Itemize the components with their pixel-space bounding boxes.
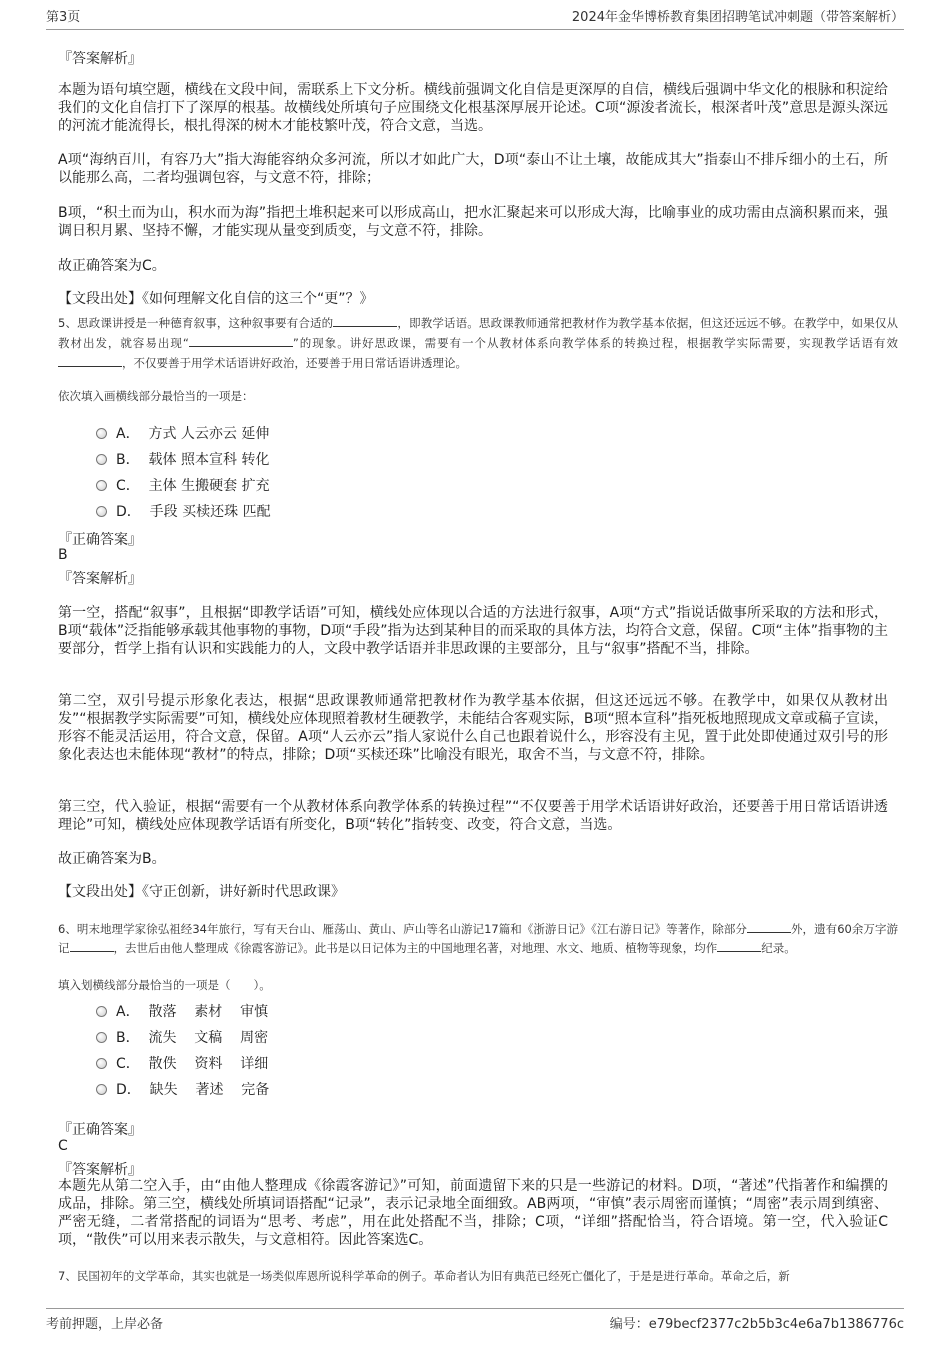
q5-instruction: 依次填入画横线部分最恰当的一项是：: [58, 389, 254, 403]
radio-icon[interactable]: [96, 1058, 107, 1069]
q5-option-d-label: D． 手段 买椟还珠 匹配: [116, 504, 271, 520]
q6-correct-header: 『正确答案』: [58, 1122, 142, 1138]
q4-analysis-p2: A项“海纳百川，有容乃大”指大海能容纳众多河流，所以才如此广大，D项“泰山不让土壤，故能成其大”指泰山不排斥细小的土石，所以能那么高，二者均强调包容，与文意不符，排除；: [58, 152, 888, 186]
q6-option-b[interactable]: [96, 1027, 268, 1047]
q5-blank-2: [189, 333, 293, 347]
q6-stem-part-c: ，去世后由他人整理成《徐霞客游记》。此书是以日记体为主的中国地理名著，对地理、水文、地质、植物等现象，均作: [113, 941, 718, 955]
radio-icon[interactable]: [96, 1084, 107, 1095]
q6-blank-3: [717, 938, 761, 952]
q5-source: 【文段出处】《守正创新，讲好新时代思政课》: [58, 884, 345, 900]
radio-icon[interactable]: [96, 1006, 107, 1017]
q5-correct-header: 『正确答案』: [58, 532, 142, 548]
q6-option-a[interactable]: [96, 1001, 268, 1021]
radio-icon[interactable]: [96, 454, 107, 465]
q5-analysis-header: 『答案解析』: [58, 571, 142, 587]
q5-stem-part-a: 5、思政课讲授是一种德育叙事，这种叙事要有合适的: [58, 316, 334, 330]
radio-icon[interactable]: [96, 428, 107, 439]
q6-blank-2: [70, 938, 114, 952]
q7-stem: 7、民国初年的文学革命，其实也就是一场类似库恩所说科学革命的例子。革命者认为旧有典范已经死亡僵化了，于是是进行革命。革命之后，新: [58, 1269, 790, 1283]
q6-stem: [58, 919, 898, 957]
radio-icon[interactable]: [96, 506, 107, 517]
radio-icon[interactable]: [96, 480, 107, 491]
q5-stem: [58, 313, 898, 373]
q6-correct-value: C: [58, 1138, 68, 1154]
radio-icon[interactable]: [96, 1032, 107, 1043]
document-id: 编号：e79becf2377c2b5b3c4e6a7b1386776c: [609, 1317, 904, 1332]
q6-option-b-label: B． 流失 文稿 周密: [116, 1030, 269, 1046]
footer-slogan: 考前押题，上岸必备: [46, 1317, 164, 1332]
q4-source: 【文段出处】《如何理解文化自信的这三个“更”？》: [58, 291, 374, 307]
page-number: 第3页: [46, 10, 81, 25]
q6-option-a-label: A． 散落 素材 审慎: [116, 1004, 269, 1020]
q4-analysis-header: 『答案解析』: [58, 51, 142, 67]
q6-analysis-header: 『答案解析』: [58, 1162, 142, 1178]
q5-option-c-label: C． 主体 生搬硬套 扩充: [116, 478, 270, 494]
document-title: 2024年金华博桥教育集团招聘笔试冲刺题（带答案解析）: [571, 10, 904, 25]
q4-conclusion: 故正确答案为C。: [58, 258, 166, 274]
q4-analysis-p1: 本题为语句填空题，横线在文段中间，需联系上下文分析。横线前强调文化自信是更深厚的自信，横线后强调中华文化的根脉和积淀给我们的文化自信打下了深厚的根基。故横线处所填句子应围绕文化根基深厚展开论述。C项“源浚者流长，根深者叶茂”意思是源头深远的河流才能流得长，根扎得深的树木才能枝繁叶茂，符合文意，当选。: [58, 82, 888, 134]
q5-option-c[interactable]: [96, 475, 270, 495]
q5-option-b[interactable]: [96, 449, 269, 469]
q5-correct-value: B: [58, 547, 68, 563]
q6-analysis: 本题先从第二空入手，由“由他人整理成《徐霞客游记》”可知，前面遗留下来的只是一些游记的材料。D项，“著述”代指著作和编撰的成品，排除。第三空，横线处所填词语搭配“记录”，表示记录地全面细致。AB两项，“审慎”表示周密而谨慎；“周密”表示周到缜密、严密无缝，二者常搭配的词语为“思考、考虑”，用在此处搭配不当，排除；C项，“详细”搭配恰当，符合语境。第一空，代入验证C项，“散佚”可以用来表示散失，与文意相符。因此答案选C。: [58, 1178, 888, 1248]
q5-option-b-label: B． 载体 照本宣科 转化: [116, 452, 270, 468]
q5-analysis-p2: 第二空，双引号提示形象化表达，根据“思政课教师通常把教材作为教学基本依据，但这还远远不够。在教学中，如果仅从教材出发”“根据教学实际需要”可知，横线处应体现照着教材生硬教学，未能结合客观实际，B项“照本宣科”指死板地照现成文章或稿子宣读，形容不能灵活运用，符合文意，保留。A项“人云亦云”指人家说什么自己也跟着说什么，形容没有主见，置于此处即使通过双引号的形象化表达也未能体现“教材”的特点，排除；D项“买椟还珠”比喻没有眼光，取舍不当，与文意不符，排除。: [58, 693, 888, 763]
q5-analysis-p3: 第三空，代入验证，根据“需要有一个从教材体系向教学体系的转换过程”“不仅要善于用学术话语讲好政治，还要善于用日常话语讲透理论”可知，横线处应体现教学话语有所变化，B项“转化”指转变、改变，符合文意，当选。: [58, 799, 888, 833]
q5-blank-3: [58, 353, 122, 367]
q5-blank-1: [333, 313, 397, 327]
q5-option-d[interactable]: [96, 501, 271, 521]
q6-option-d-label: D． 缺失 著述 完备: [116, 1082, 270, 1098]
header-divider: [46, 29, 904, 30]
q6-stem-part-b: 外，遗有60余万字游记: [58, 922, 898, 955]
q5-stem-part-c: ”的现象。讲好思政课，需要有一个从教材体系向教学体系的转换过程，根据教学实际需要，实现教学话语有效: [292, 336, 899, 350]
q5-option-a[interactable]: [96, 423, 269, 443]
q5-stem-part-d: ，不仅要善于用学术话语讲好政治，还要善于用日常话语讲透理论。: [122, 356, 467, 370]
q5-stem-part-b: ，即教学话语。思政课教师通常把教材作为教学基本依据，但这还远远不够。在教学中，如果仅从教材出发，就容易出现“: [58, 316, 898, 350]
q6-stem-part-a: 6、明末地理学家徐弘祖经34年旅行，写有天台山、雁荡山、黄山、庐山等名山游记17篇和《浙游日记》《江右游日记》等著作，除部分: [58, 922, 747, 936]
q5-option-a-label: A． 方式 人云亦云 延伸: [116, 426, 270, 442]
q6-blank-1: [747, 919, 791, 933]
q6-instruction: 填入划横线部分最恰当的一项是（ ）。: [58, 978, 271, 992]
q6-option-d[interactable]: [96, 1079, 269, 1099]
q6-option-c-label: C． 散佚 资料 详细: [116, 1056, 269, 1072]
footer-divider: [46, 1308, 904, 1309]
q5-analysis-p1: 第一空，搭配“叙事”，且根据“即教学话语”可知，横线处应体现以合适的方法进行叙事，A项“方式”指说话做事所采取的方法和形式，B项“载体”泛指能够承载其他事物的事物，D项“手段”指为达到某种目的而采取的具体方法，均符合文意，保留。C项“主体”指事物的主要部分，哲学上指有认识和实践能力的人，文段中教学话语并非思政课的主要部分，且与“叙事”搭配不当，排除。: [58, 605, 888, 657]
q4-analysis-p3: B项，“积土而为山，积水而为海”指把土堆积起来可以形成高山，把水汇聚起来可以形成大海，比喻事业的成功需由点滴积累而来，强调日积月累、坚持不懈，才能实现从量变到质变，与文意不符，排除。: [58, 205, 888, 239]
q5-conclusion: 故正确答案为B。: [58, 851, 166, 867]
q6-option-c[interactable]: [96, 1053, 268, 1073]
q6-stem-part-d: 纪录。: [761, 941, 796, 955]
